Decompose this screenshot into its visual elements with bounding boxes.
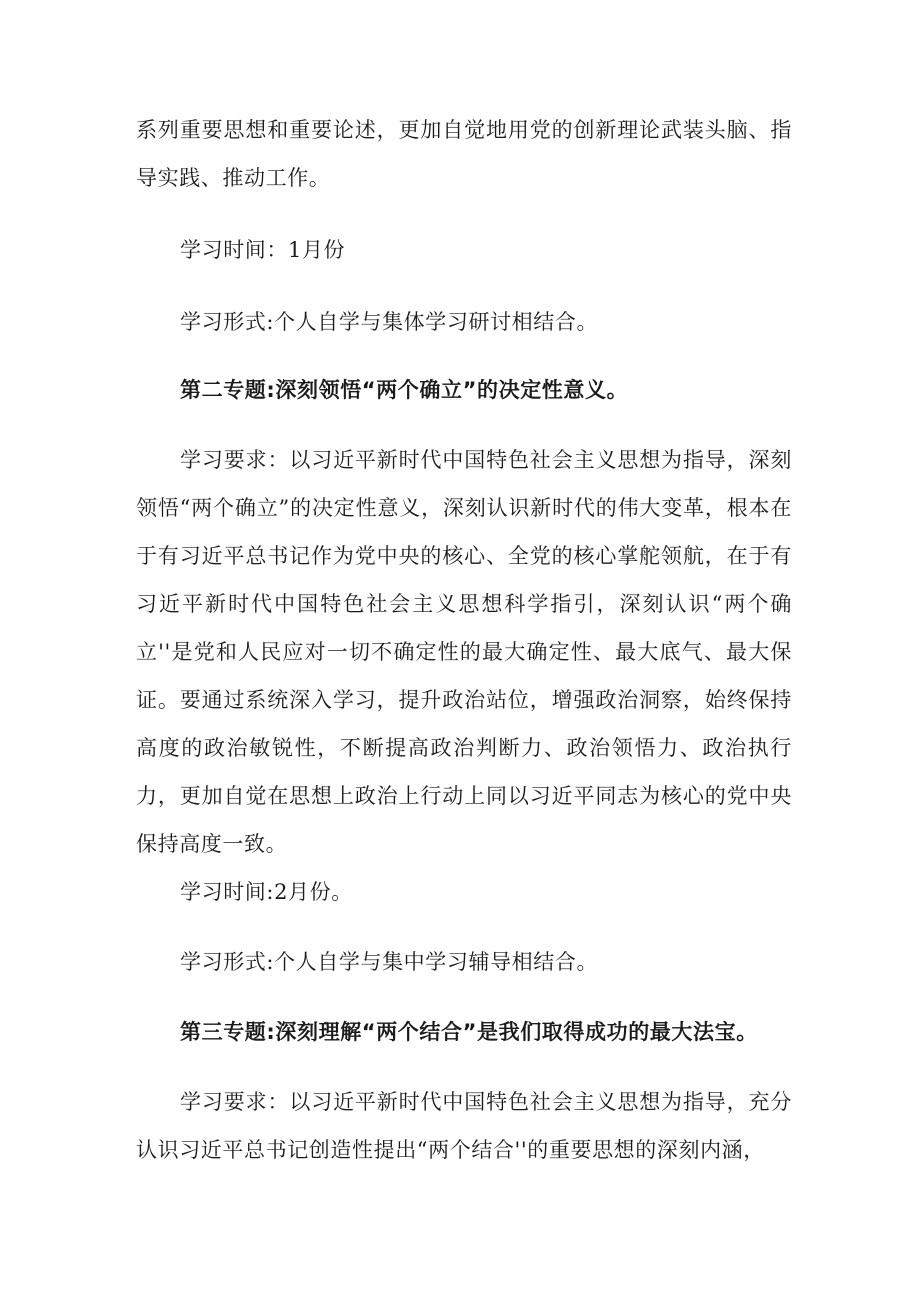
section-heading-second-topic: 第二专题:深刻领悟“两个确立”的决定性意义。 bbox=[180, 378, 629, 402]
study-form-second: 学习形式:个人自学与集中学习辅导相结合。 bbox=[180, 950, 599, 974]
study-requirements-third-topic: 学习要求：以习近平新时代中国特色社会主义思想为指导，充分认识习近平总书记创造性提出“两个结合''的重要思想的深刻内涵， bbox=[136, 1090, 792, 1162]
study-requirements-second-topic: 学习要求：以习近平新时代中国特色社会主义思想为指导，深刻领悟“两个确立”的决定性意义，深刻认识新时代的伟大变革，根本在于有习近平总书记作为党中央的核心、全党的核心掌舵领航，在于有习近平新时代中国特色社会主义思想科学指引，深刻认识“两个确立''是党和人民应对一切不确定性的最大确定性、最大底气、最大保证。要通过系统深入学习，提升政治站位，增强政治洞察，始终保持高度的政治敏锐性，不断提高政治判断力、政治领悟力、政治执行力，更加自觉在思想上政治上行动上同以习近平同志为核心的党中央保持高度一致。 bbox=[136, 448, 792, 856]
study-form-first: 学习形式:个人自学与集体学习研讨相结合。 bbox=[180, 310, 599, 334]
section-heading-third-topic: 第三专题:深刻理解“两个结合”是我们取得成功的最大法宝。 bbox=[180, 1020, 758, 1044]
paragraph-continuation: 系列重要思想和重要论述，更加自觉地用党的创新理论武装头脑、指导实践、推动工作。 bbox=[136, 118, 792, 190]
study-time-january: 学习时间：1月份 bbox=[180, 238, 346, 262]
study-time-february: 学习时间:2月份。 bbox=[180, 880, 353, 904]
